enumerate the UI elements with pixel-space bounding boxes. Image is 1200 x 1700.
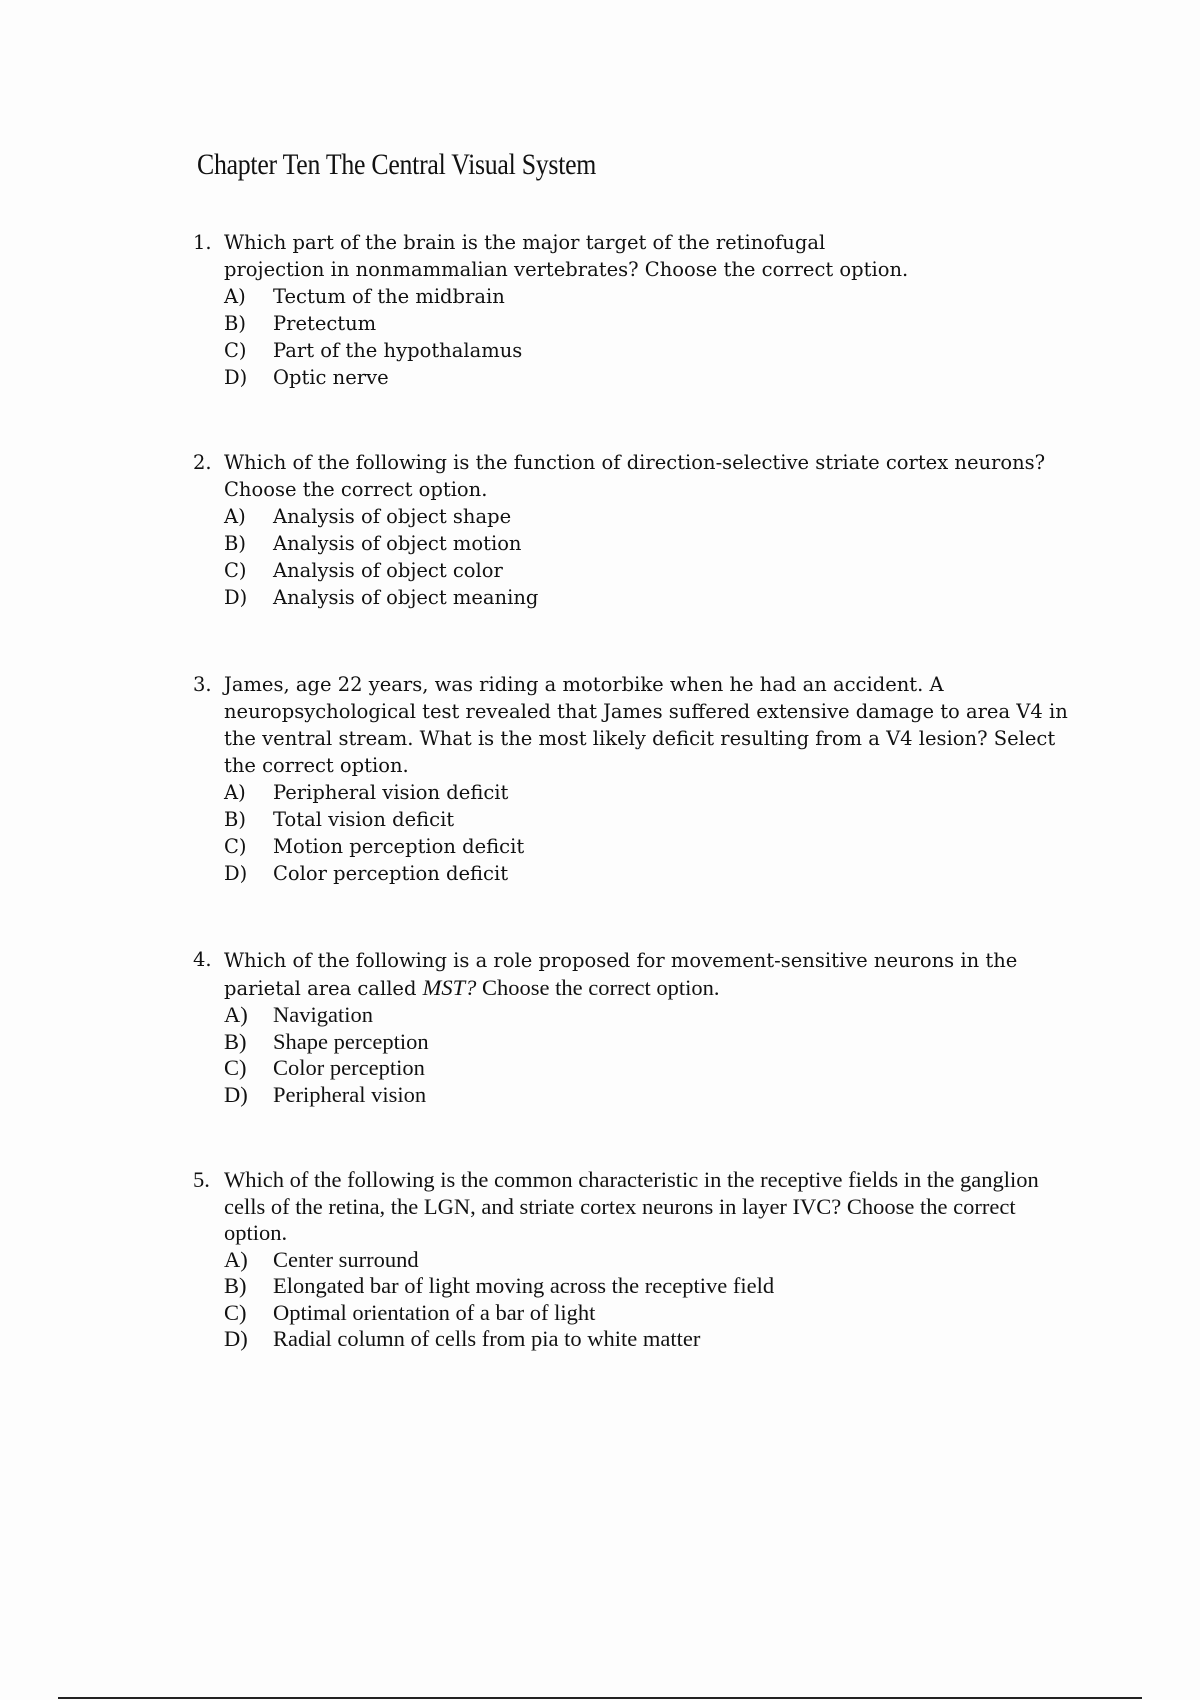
option-text: Total vision deficit [273,808,455,831]
option-letter: C) [224,559,247,582]
option-letter: B) [224,312,246,335]
option-letter: D) [224,1326,248,1351]
question-text: James, age 22 years, was riding a motorbike when he had an accident. A neuropsychological test revealed that James suffered extensive damage to area V4 in the ventral stream. What is the most likely deficit resulting from a V4 lesion? Select the correct option. [224,673,1068,777]
option-letter: D) [224,586,248,609]
option-text: Pretectum [273,312,377,335]
question-text: Which part of the brain is the major target of the retinofugal projection in nonmammalian vertebrates? Choose the correct option. [224,231,909,281]
option-text: Part of the hypothalamus [273,339,523,362]
option-letter: A) [224,1002,248,1027]
option-letter: C) [224,1299,247,1325]
question-stem [193,229,1093,283]
option-letter: A) [224,285,246,308]
option-text: Optimal orientation of a bar of light [273,1299,596,1325]
option-list [193,1247,1093,1353]
option-text: Analysis of object color [273,559,503,582]
option-b [224,310,1093,337]
question-number: 3. [193,673,212,696]
option-text: Tectum of the midbrain [273,285,505,308]
question-text-italic: MST? [422,974,477,1000]
option-d [224,1326,1093,1353]
question-stem [193,947,1093,1002]
option-a [224,779,1093,806]
option-a [224,1002,1093,1029]
option-letter: A) [224,1246,248,1272]
option-c [224,557,1093,584]
option-list [193,779,1093,887]
option-d [224,364,1093,391]
page-title: Chapter Ten The Central Visual System [197,148,597,181]
option-text: Color perception [273,1055,425,1080]
option-a [224,1247,1093,1274]
option-text: Optic nerve [273,366,389,389]
option-a [224,283,1093,310]
option-text: Analysis of object meaning [273,586,539,609]
option-list [193,1002,1093,1108]
option-b [224,1029,1093,1056]
question-text: Which of the following is the function of direction-selective striate cortex neurons? Choose the correct option. [224,451,1046,501]
option-letter: D) [224,366,248,389]
option-letter: C) [224,835,247,858]
option-text: Shape perception [273,1028,429,1054]
question-2 [193,449,1093,611]
option-text: Analysis of object motion [273,532,522,555]
option-c [224,1300,1093,1327]
option-text: Analysis of object shape [273,505,512,528]
option-list [193,503,1093,611]
question-stem [193,671,1093,779]
question-text-end: Choose the correct option. [476,974,720,1000]
option-letter: D) [224,1081,248,1107]
option-letter: B) [224,532,246,555]
option-letter: A) [224,781,246,804]
option-text: Radial column of cells from pia to white matter [273,1326,701,1351]
option-letter: D) [224,862,248,885]
option-text: Navigation [273,1002,373,1027]
question-text-main: Which of the following is a role proposed for movement-sensitive neurons in the parietal area called [224,949,1018,1000]
option-b [224,806,1093,833]
option-a [224,503,1093,530]
option-letter: C) [224,339,247,362]
question-text: Which of the following is the common characteristic in the receptive fields in the ganglion cells of the retina, the LGN, and striate cortex neurons in layer IVC? Choose the correct option. [224,1167,1039,1245]
question-3 [193,671,1093,887]
option-c [224,337,1093,364]
question-stem [193,449,1093,503]
question-number: 5. [193,1167,210,1192]
question-text [224,947,1044,1002]
option-c [224,833,1093,860]
option-c [224,1055,1093,1082]
option-d [224,1082,1093,1109]
option-b [224,1273,1093,1300]
option-text: Elongated bar of light moving across the receptive field [273,1273,775,1298]
option-list [193,283,1093,391]
option-letter: B) [224,808,246,831]
question-stem [193,1167,1093,1247]
option-d [224,860,1093,887]
option-letter: A) [224,505,246,528]
footer-rule [58,1697,1142,1699]
option-text: Peripheral vision deficit [273,781,509,804]
option-text: Motion perception deficit [273,835,525,858]
option-letter: C) [224,1055,247,1080]
option-b [224,530,1093,557]
option-d [224,584,1093,611]
option-text: Color perception deficit [273,862,509,885]
question-number: 4. [193,948,212,971]
option-text: Peripheral vision [273,1081,427,1107]
option-letter: B) [224,1273,247,1298]
question-4 [193,947,1093,1108]
option-letter: B) [224,1028,247,1054]
question-1 [193,229,1093,391]
option-text: Center surround [273,1246,419,1272]
question-number: 1. [193,231,212,254]
question-number: 2. [193,451,212,474]
question-5 [193,1167,1093,1353]
